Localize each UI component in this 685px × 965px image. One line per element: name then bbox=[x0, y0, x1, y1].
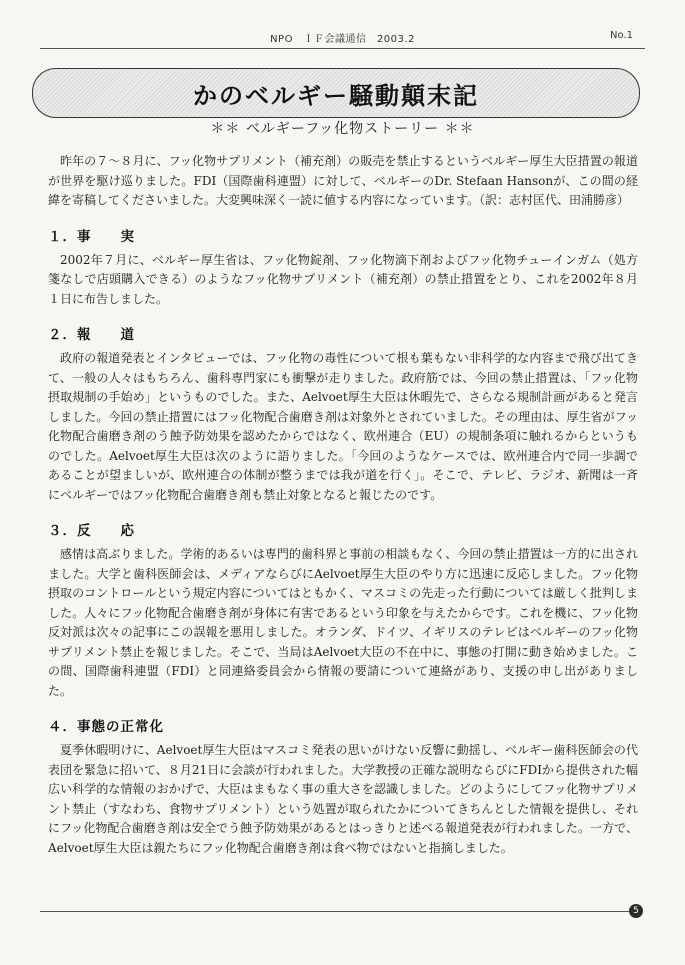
newsletter-name: NPO ＩＦ会議通信 2003.2 bbox=[270, 34, 415, 45]
running-header bbox=[0, 30, 685, 46]
section-heading-normalization: ４．事態の正常化 bbox=[48, 719, 164, 735]
page-number: 5 bbox=[629, 904, 643, 918]
intro-paragraph: 昨年の７～８月に、フッ化物サプリメント（補充剤）の販売を禁止するというベルギー厚生大臣措置の報道が世界を駆け巡りました。FDI（国際歯科連盟）に対して、ベルギーのDr. Stefaan Hansonが、この間の経緯を寄稿してくださいました。大変興味深く一読に値する内容になっています。（訳：志村匡代、田浦勝彦） bbox=[48, 154, 638, 207]
header-rule bbox=[40, 48, 645, 49]
section-paragraph: 2002年７月に、ベルギー厚生省は、フッ化物錠剤、フッ化物滴下剤およびフッ化物チューインガム（処方箋なしで店頭購入できる）のようなフッ化物サプリメント（補充剤）の禁止措置をとり、これを2002年８月１日に布告しました。 bbox=[48, 252, 638, 306]
page-subtitle: ＊＊ ベルギーフッ化物ストーリー ＊＊ bbox=[210, 121, 475, 137]
section-heading-reactions: ３．反 応 bbox=[48, 523, 135, 539]
issue-number: No.1 bbox=[610, 30, 633, 41]
article-body bbox=[48, 152, 638, 858]
section-heading-facts: １．事 実 bbox=[48, 228, 135, 245]
footer-rule bbox=[40, 911, 629, 912]
section-paragraph: 政府の報道発表とインタビューでは、フッ化物の毒性について根も葉もない非科学的な内容まで飛び出てきて、一般の人々はもちろん、歯科専門家にも衝撃が走りました。政府筋では、今回の禁止措置は、「フッ化物摂取規制の手始め」というものでした。また、Aelvoet厚生大臣は休暇先で、さらなる規制計画があると発言しました。今回の禁止措置にはフッ化物配合歯磨き剤は対象外とされていました。その理由は、厚生省がフッ化物配合歯磨き剤のう蝕予防効果を認めたからではなく、欧州連合（EU）の規制条項に触れるからというものでした。Aelvoet厚生大臣は次のように語りました。「今回のようなケースでは、欧州連合内で同一歩調であることが望ましいが、欧州連合の体制が整うまでは我が道を行く」。そこで、テレビ、ラジオ、新聞は一斉にベルギーではフッ化物配合歯磨き剤も禁止対象となると報じたのです。 bbox=[48, 351, 638, 502]
title-banner bbox=[32, 68, 640, 118]
section-paragraph: 夏季休暇明けに、Aelvoet厚生大臣はマスコミ発表の思いがけない反響に動揺し、ベルギー歯科医師会の代表団を緊急に招いて、８月21日に会談が行われました。大学教授の正確な説明ならびにFDIから提供された幅広い科学的な情報のおかげで、大臣はまもなく事の重大さを認識しました。どのようにしてフッ化物サプリメント禁止（すなわち、食物サプリメント）という処置が取られたかについてきちんとした情報を提供し、それにフッ化物配合歯磨き剤は安全でう蝕予防効果があるとはっきりと述べる報道発表が行われました。一方で、Aelvoet厚生大臣は親たちにフッ化物配合歯磨き剤は食べ物ではないと指摘しました。 bbox=[48, 743, 638, 855]
section-paragraph: 感情は高ぶりました。学術的あるいは専門的歯科界と事前の相談もなく、今回の禁止措置は一方的に出されました。大学と歯科医師会は、メディアならびにAelvoet厚生大臣のやり方に迅速に反応しました。フッ化物摂取のコントロールという規定内容についてはともかく、マスコミの先走った行動については厳しく批判しました。人々にフッ化物配合歯磨き剤が身体に有害であるという印象を与えたからです。これを機に、フッ化物反対派は次々の記事にこの誤報を悪用しました。オランダ、ドイツ、イギリスのテレビはベルギーのフッ化物サプリメント禁止を報じました。そこで、当局はAelvoet大臣の不在中に、事態の打開に動き始めました。この間、国際歯科連盟（FDI）と同連絡委員会から情報の要請について連絡があり、支援の申し出がありました。 bbox=[48, 547, 638, 698]
page-title: かのベルギー騒動顛末記 bbox=[193, 81, 479, 110]
section-heading-reports: ２．報 道 bbox=[48, 327, 135, 343]
